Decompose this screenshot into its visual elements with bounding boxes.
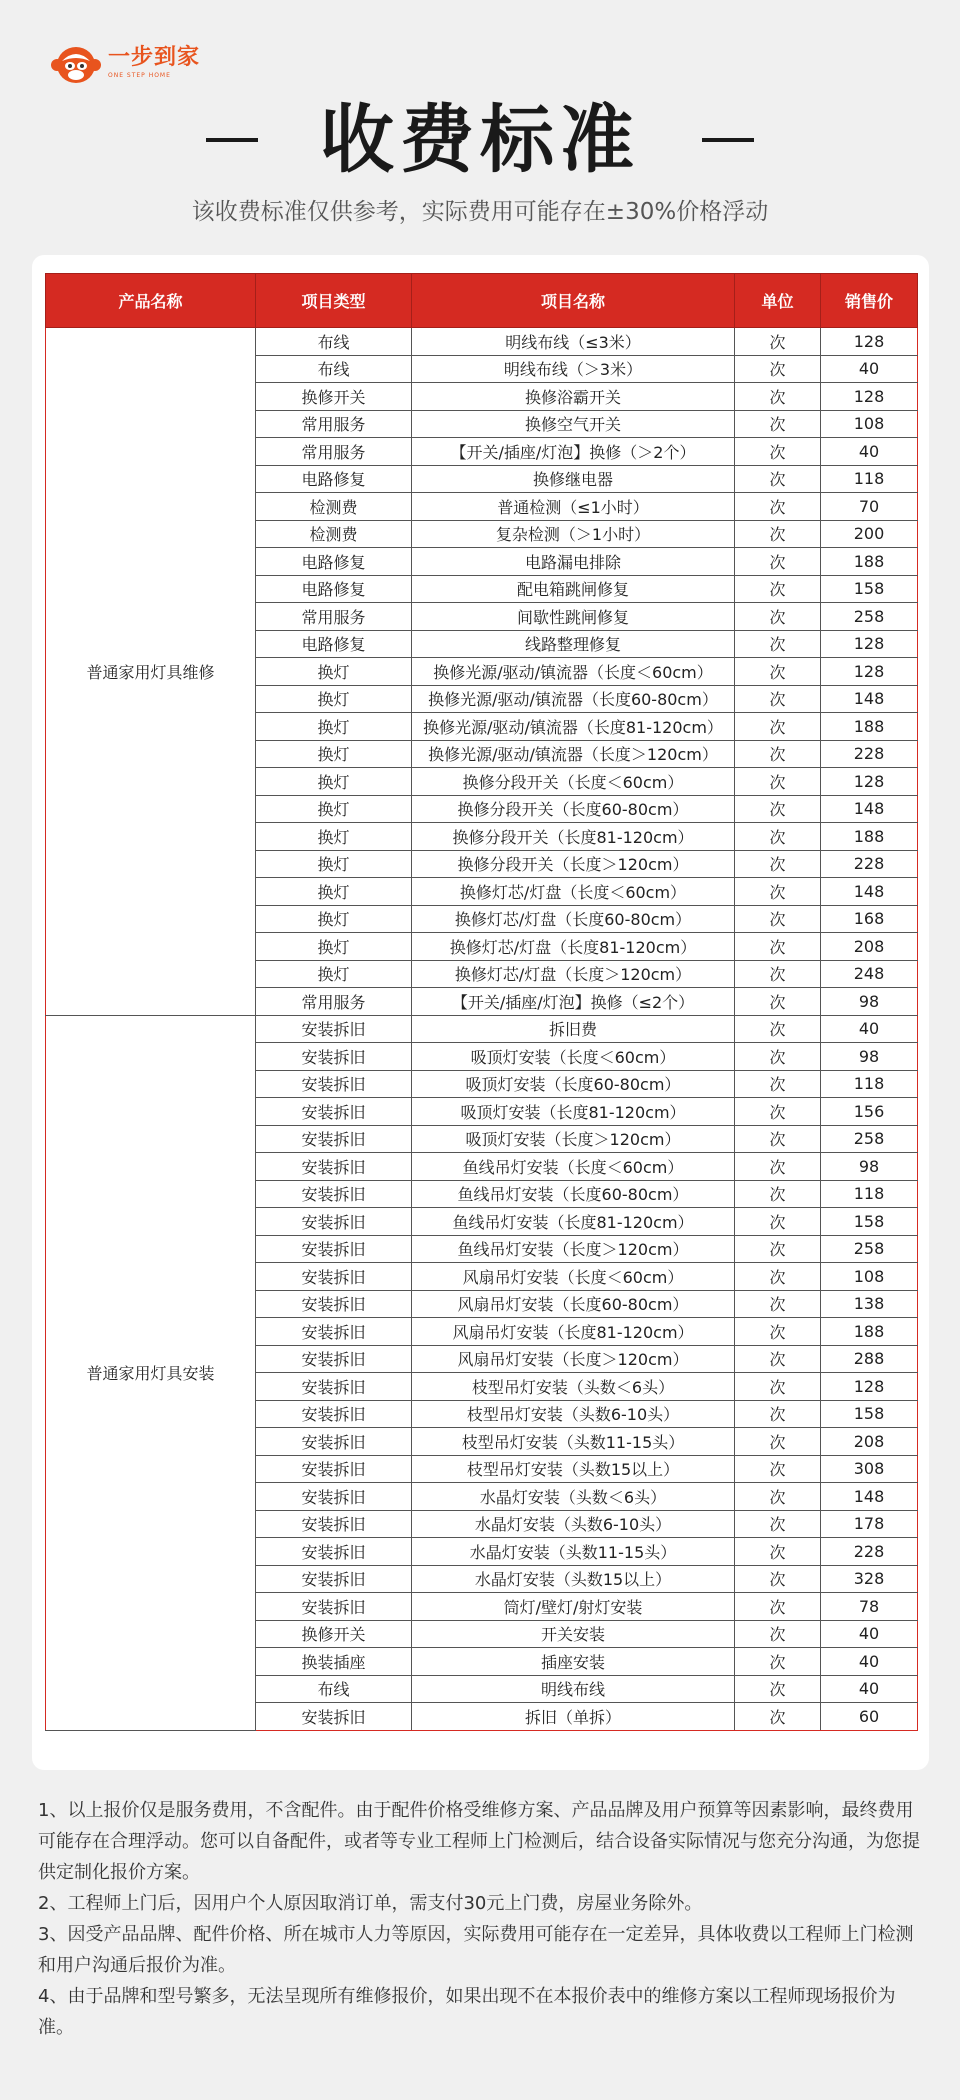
item-name-cell: 配电箱跳闸修复 <box>412 575 735 603</box>
price-cell: 258 <box>821 1235 918 1263</box>
header-unit: 单位 <box>735 274 821 328</box>
item-name-cell: 换修灯芯/灯盘（长度＜60cm） <box>412 878 735 906</box>
item-type-cell: 常用服务 <box>256 410 412 438</box>
item-type-cell: 安装拆旧 <box>256 1263 412 1291</box>
item-name-cell: 换修灯芯/灯盘（长度60-80cm） <box>412 905 735 933</box>
item-name-cell: 鱼线吊灯安装（长度＞120cm） <box>412 1235 735 1263</box>
item-type-cell: 换灯 <box>256 685 412 713</box>
item-name-cell: 线路整理修复 <box>412 630 735 658</box>
item-type-cell: 安装拆旧 <box>256 1180 412 1208</box>
unit-cell: 次 <box>735 438 821 466</box>
item-type-cell: 安装拆旧 <box>256 1483 412 1511</box>
unit-cell: 次 <box>735 1263 821 1291</box>
unit-cell: 次 <box>735 410 821 438</box>
price-cell: 128 <box>821 630 918 658</box>
unit-cell: 次 <box>735 1290 821 1318</box>
item-type-cell: 电路修复 <box>256 548 412 576</box>
item-type-cell: 安装拆旧 <box>256 1043 412 1071</box>
price-cell: 40 <box>821 1675 918 1703</box>
unit-cell: 次 <box>735 1318 821 1346</box>
item-type-cell: 安装拆旧 <box>256 1290 412 1318</box>
price-cell: 128 <box>821 1373 918 1401</box>
item-type-cell: 换灯 <box>256 933 412 961</box>
item-type-cell: 常用服务 <box>256 603 412 631</box>
unit-cell: 次 <box>735 1675 821 1703</box>
unit-cell: 次 <box>735 1043 821 1071</box>
unit-cell: 次 <box>735 960 821 988</box>
notes-section <box>38 1795 926 2043</box>
item-name-cell: 换修分段开关（长度60-80cm） <box>412 795 735 823</box>
item-name-cell: 枝型吊灯安装（头数6-10头） <box>412 1400 735 1428</box>
item-type-cell: 检测费 <box>256 493 412 521</box>
item-name-cell: 换修光源/驱动/镇流器（长度＜60cm） <box>412 658 735 686</box>
item-type-cell: 常用服务 <box>256 438 412 466</box>
item-name-cell: 换修浴霸开关 <box>412 383 735 411</box>
item-name-cell: 明线布线（≤3米） <box>412 328 735 356</box>
price-cell: 188 <box>821 548 918 576</box>
item-name-cell: 换修分段开关（长度81-120cm） <box>412 823 735 851</box>
item-type-cell: 安装拆旧 <box>256 1703 412 1731</box>
price-cell: 128 <box>821 768 918 796</box>
item-type-cell: 安装拆旧 <box>256 1428 412 1456</box>
item-name-cell: 换修光源/驱动/镇流器（长度60-80cm） <box>412 685 735 713</box>
price-cell: 40 <box>821 438 918 466</box>
price-cell: 168 <box>821 905 918 933</box>
price-cell: 208 <box>821 1428 918 1456</box>
item-name-cell: 明线布线（＞3米） <box>412 355 735 383</box>
unit-cell: 次 <box>735 1428 821 1456</box>
unit-cell: 次 <box>735 713 821 741</box>
brand-name: 一步到家 <box>108 45 201 70</box>
item-name-cell: 换修灯芯/灯盘（长度＞120cm） <box>412 960 735 988</box>
item-type-cell: 安装拆旧 <box>256 1153 412 1181</box>
item-type-cell: 检测费 <box>256 520 412 548</box>
price-cell: 148 <box>821 795 918 823</box>
price-cell: 188 <box>821 1318 918 1346</box>
unit-cell: 次 <box>735 1180 821 1208</box>
item-name-cell: 换修光源/驱动/镇流器（长度81-120cm） <box>412 713 735 741</box>
unit-cell: 次 <box>735 1098 821 1126</box>
product-name-cell: 普通家用灯具维修 <box>46 328 256 1016</box>
unit-cell: 次 <box>735 1648 821 1676</box>
unit-cell: 次 <box>735 1070 821 1098</box>
item-type-cell: 安装拆旧 <box>256 1318 412 1346</box>
item-type-cell: 安装拆旧 <box>256 1593 412 1621</box>
item-name-cell: 筒灯/壁灯/射灯安装 <box>412 1593 735 1621</box>
price-cell: 158 <box>821 1208 918 1236</box>
price-cell: 128 <box>821 383 918 411</box>
item-type-cell: 安装拆旧 <box>256 1098 412 1126</box>
price-cell: 138 <box>821 1290 918 1318</box>
unit-cell: 次 <box>735 1400 821 1428</box>
item-type-cell: 安装拆旧 <box>256 1070 412 1098</box>
item-name-cell: 拆旧（单拆） <box>412 1703 735 1731</box>
price-cell: 208 <box>821 933 918 961</box>
price-cell: 118 <box>821 1180 918 1208</box>
price-cell: 228 <box>821 740 918 768</box>
item-type-cell: 换灯 <box>256 960 412 988</box>
price-cell: 288 <box>821 1345 918 1373</box>
item-name-cell: 换修光源/驱动/镇流器（长度＞120cm） <box>412 740 735 768</box>
unit-cell: 次 <box>735 1235 821 1263</box>
item-name-cell: 换修继电器 <box>412 465 735 493</box>
item-type-cell: 换灯 <box>256 768 412 796</box>
item-type-cell: 电路修复 <box>256 575 412 603</box>
item-type-cell: 换灯 <box>256 740 412 768</box>
item-type-cell: 安装拆旧 <box>256 1565 412 1593</box>
item-type-cell: 换灯 <box>256 823 412 851</box>
item-type-cell: 电路修复 <box>256 630 412 658</box>
item-name-cell: 吸顶灯安装（长度＜60cm） <box>412 1043 735 1071</box>
item-type-cell: 换修开关 <box>256 1620 412 1648</box>
unit-cell: 次 <box>735 603 821 631</box>
unit-cell: 次 <box>735 575 821 603</box>
item-type-cell: 换灯 <box>256 905 412 933</box>
unit-cell: 次 <box>735 905 821 933</box>
item-type-cell: 换灯 <box>256 795 412 823</box>
price-table <box>45 273 918 1731</box>
table-row <box>46 328 918 356</box>
item-name-cell: 拆旧费 <box>412 1015 735 1043</box>
price-cell: 70 <box>821 493 918 521</box>
price-cell: 200 <box>821 520 918 548</box>
item-name-cell: 水晶灯安装（头数6-10头） <box>412 1510 735 1538</box>
title-dash-left <box>206 138 258 142</box>
item-name-cell: 吸顶灯安装（长度81-120cm） <box>412 1098 735 1126</box>
item-name-cell: 开关安装 <box>412 1620 735 1648</box>
item-type-cell: 安装拆旧 <box>256 1400 412 1428</box>
item-name-cell: 枝型吊灯安装（头数11-15头） <box>412 1428 735 1456</box>
price-cell: 328 <box>821 1565 918 1593</box>
price-cell: 108 <box>821 410 918 438</box>
price-cell: 148 <box>821 685 918 713</box>
unit-cell: 次 <box>735 685 821 713</box>
unit-cell: 次 <box>735 1373 821 1401</box>
price-cell: 40 <box>821 355 918 383</box>
item-name-cell: 插座安装 <box>412 1648 735 1676</box>
item-type-cell: 安装拆旧 <box>256 1455 412 1483</box>
unit-cell: 次 <box>735 933 821 961</box>
item-name-cell: 间歇性跳闸修复 <box>412 603 735 631</box>
item-name-cell: 明线布线 <box>412 1675 735 1703</box>
price-cell: 248 <box>821 960 918 988</box>
table-row <box>46 1015 918 1043</box>
note-item: 2、工程师上门后，因用户个人原因取消订单，需支付30元上门费，房屋业务除外。 <box>38 1893 703 1914</box>
price-cell: 178 <box>821 1510 918 1538</box>
item-name-cell: 吸顶灯安装（长度＞120cm） <box>412 1125 735 1153</box>
header-product: 产品名称 <box>46 274 256 328</box>
unit-cell: 次 <box>735 1153 821 1181</box>
item-type-cell: 布线 <box>256 1675 412 1703</box>
item-name-cell: 电路漏电排除 <box>412 548 735 576</box>
price-cell: 188 <box>821 823 918 851</box>
item-name-cell: 风扇吊灯安装（长度＜60cm） <box>412 1263 735 1291</box>
price-cell: 98 <box>821 1043 918 1071</box>
unit-cell: 次 <box>735 1015 821 1043</box>
price-cell: 128 <box>821 658 918 686</box>
unit-cell: 次 <box>735 1125 821 1153</box>
price-cell: 128 <box>821 328 918 356</box>
price-cell: 228 <box>821 1538 918 1566</box>
item-type-cell: 安装拆旧 <box>256 1538 412 1566</box>
item-type-cell: 电路修复 <box>256 465 412 493</box>
item-name-cell: 枝型吊灯安装（头数15以上） <box>412 1455 735 1483</box>
unit-cell: 次 <box>735 988 821 1016</box>
item-name-cell: 枝型吊灯安装（头数＜6头） <box>412 1373 735 1401</box>
item-type-cell: 换灯 <box>256 850 412 878</box>
price-cell: 258 <box>821 1125 918 1153</box>
item-type-cell: 安装拆旧 <box>256 1125 412 1153</box>
item-type-cell: 安装拆旧 <box>256 1015 412 1043</box>
item-type-cell: 布线 <box>256 328 412 356</box>
item-name-cell: 换修分段开关（长度＞120cm） <box>412 850 735 878</box>
unit-cell: 次 <box>735 465 821 493</box>
item-type-cell: 安装拆旧 <box>256 1345 412 1373</box>
price-cell: 308 <box>821 1455 918 1483</box>
product-name-cell: 普通家用灯具安装 <box>46 1015 256 1730</box>
price-cell: 98 <box>821 988 918 1016</box>
item-type-cell: 换灯 <box>256 658 412 686</box>
page-title: 收费标准 <box>320 97 640 183</box>
item-type-cell: 换修开关 <box>256 383 412 411</box>
price-cell: 188 <box>821 713 918 741</box>
item-type-cell: 换灯 <box>256 878 412 906</box>
item-type-cell: 安装拆旧 <box>256 1373 412 1401</box>
brand-slogan: ONE STEP HOME <box>108 72 171 79</box>
item-name-cell: 水晶灯安装（头数＜6头） <box>412 1483 735 1511</box>
unit-cell: 次 <box>735 1510 821 1538</box>
item-type-cell: 安装拆旧 <box>256 1208 412 1236</box>
unit-cell: 次 <box>735 740 821 768</box>
item-name-cell: 鱼线吊灯安装（长度60-80cm） <box>412 1180 735 1208</box>
item-name-cell: 普通检测（≤1小时） <box>412 493 735 521</box>
unit-cell: 次 <box>735 1538 821 1566</box>
item-name-cell: 水晶灯安装（头数11-15头） <box>412 1538 735 1566</box>
unit-cell: 次 <box>735 1345 821 1373</box>
unit-cell: 次 <box>735 355 821 383</box>
price-cell: 118 <box>821 1070 918 1098</box>
item-type-cell: 换灯 <box>256 713 412 741</box>
note-item: 3、因受产品品牌、配件价格、所在城市人力等原因，实际费用可能存在一定差异，具体收费以工程师上门检测和用户沟通后报价为准。 <box>38 1924 914 1976</box>
header-type: 项目类型 <box>256 274 412 328</box>
unit-cell: 次 <box>735 548 821 576</box>
price-cell: 60 <box>821 1703 918 1731</box>
unit-cell: 次 <box>735 1565 821 1593</box>
price-cell: 158 <box>821 1400 918 1428</box>
price-cell: 258 <box>821 603 918 631</box>
unit-cell: 次 <box>735 878 821 906</box>
header-item: 项目名称 <box>412 274 735 328</box>
price-cell: 148 <box>821 1483 918 1511</box>
note-item: 4、由于品牌和型号繁多，无法呈现所有维修报价，如果出现不在本报价表中的维修方案以工程师现场报价为准。 <box>38 1986 896 2038</box>
unit-cell: 次 <box>735 1703 821 1731</box>
item-name-cell: 鱼线吊灯安装（长度＜60cm） <box>412 1153 735 1181</box>
item-name-cell: 吸顶灯安装（长度60-80cm） <box>412 1070 735 1098</box>
price-cell: 108 <box>821 1263 918 1291</box>
unit-cell: 次 <box>735 1593 821 1621</box>
unit-cell: 次 <box>735 850 821 878</box>
item-name-cell: 【开关/插座/灯泡】换修（＞2个） <box>412 438 735 466</box>
price-cell: 78 <box>821 1593 918 1621</box>
unit-cell: 次 <box>735 328 821 356</box>
unit-cell: 次 <box>735 383 821 411</box>
title-row <box>0 95 960 185</box>
item-name-cell: 复杂检测（＞1小时） <box>412 520 735 548</box>
table-body <box>46 328 918 1731</box>
unit-cell: 次 <box>735 1208 821 1236</box>
note-item: 1、以上报价仅是服务费用，不含配件。由于配件价格受维修方案、产品品牌及用户预算等因素影响，最终费用可能存在合理浮动。您可以自备配件，或者等专业工程师上门检测后，结合设备实际情况与您充分沟通，为您提供定制化报价方案。 <box>38 1800 920 1883</box>
unit-cell: 次 <box>735 1455 821 1483</box>
item-type-cell: 安装拆旧 <box>256 1235 412 1263</box>
price-cell: 40 <box>821 1015 918 1043</box>
price-cell: 118 <box>821 465 918 493</box>
price-cell: 98 <box>821 1153 918 1181</box>
item-name-cell: 换修空气开关 <box>412 410 735 438</box>
unit-cell: 次 <box>735 520 821 548</box>
unit-cell: 次 <box>735 493 821 521</box>
unit-cell: 次 <box>735 823 821 851</box>
price-cell: 40 <box>821 1620 918 1648</box>
item-name-cell: 风扇吊灯安装（长度＞120cm） <box>412 1345 735 1373</box>
unit-cell: 次 <box>735 658 821 686</box>
price-cell: 156 <box>821 1098 918 1126</box>
item-type-cell: 常用服务 <box>256 988 412 1016</box>
price-cell: 228 <box>821 850 918 878</box>
unit-cell: 次 <box>735 1483 821 1511</box>
monkey-mascot-icon <box>50 41 102 85</box>
item-name-cell: 换修分段开关（长度＜60cm） <box>412 768 735 796</box>
unit-cell: 次 <box>735 630 821 658</box>
price-cell: 158 <box>821 575 918 603</box>
brand-logo <box>50 38 200 88</box>
title-dash-right <box>702 138 754 142</box>
table-header-row <box>46 274 918 328</box>
item-name-cell: 风扇吊灯安装（长度60-80cm） <box>412 1290 735 1318</box>
header-price: 销售价 <box>821 274 918 328</box>
item-name-cell: 风扇吊灯安装（长度81-120cm） <box>412 1318 735 1346</box>
item-name-cell: 【开关/插座/灯泡】换修（≤2个） <box>412 988 735 1016</box>
page-subtitle: 该收费标准仅供参考，实际费用可能存在±30%价格浮动 <box>191 199 769 225</box>
item-name-cell: 水晶灯安装（头数15以上） <box>412 1565 735 1593</box>
price-cell: 148 <box>821 878 918 906</box>
item-name-cell: 换修灯芯/灯盘（长度81-120cm） <box>412 933 735 961</box>
unit-cell: 次 <box>735 795 821 823</box>
item-type-cell: 换装插座 <box>256 1648 412 1676</box>
unit-cell: 次 <box>735 768 821 796</box>
item-type-cell: 安装拆旧 <box>256 1510 412 1538</box>
unit-cell: 次 <box>735 1620 821 1648</box>
item-name-cell: 鱼线吊灯安装（长度81-120cm） <box>412 1208 735 1236</box>
item-type-cell: 布线 <box>256 355 412 383</box>
price-cell: 40 <box>821 1648 918 1676</box>
